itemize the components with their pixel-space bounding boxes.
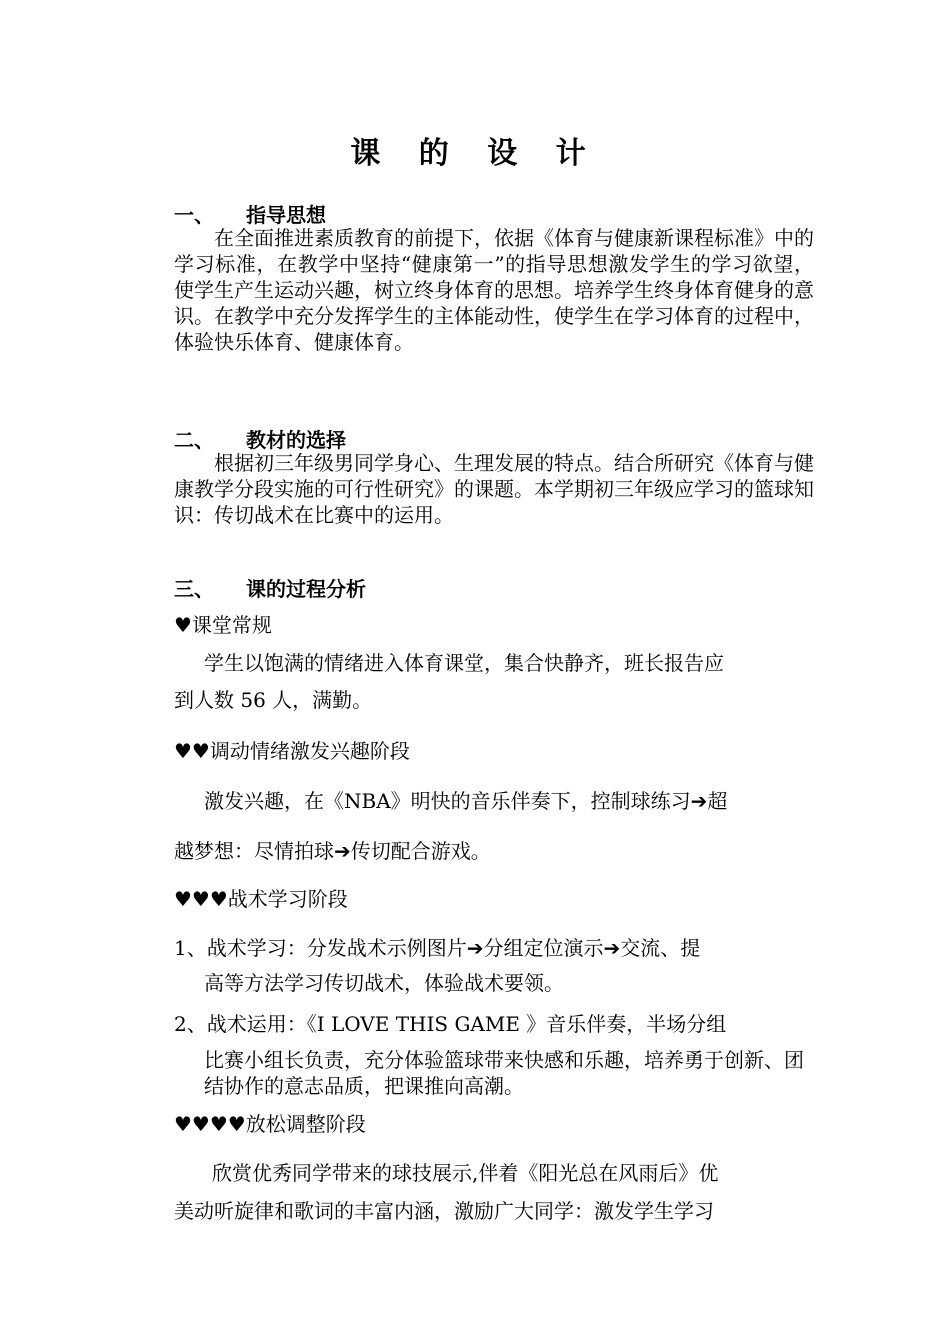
list-item-continuation: 比赛小组长负责，充分体验篮球带来快感和乐趣，培养勇于创新、团结协作的意志品质，把课推向高潮。 <box>204 1048 804 1098</box>
section-heading-text: 教材的选择 <box>246 428 346 452</box>
section-paragraph-material-choice <box>174 450 814 528</box>
section-heading-text: 指导思想 <box>246 203 326 227</box>
stage-text-line: 到人数 56 人，满勤。 <box>174 688 373 712</box>
paragraph-text: 根据初三年级男同学身心、生理发展的特点。结合所研究《体育与健康教学分段实施的可行性研究》的课题。本学期初三年级应学习的篮球知识：传切战术在比赛中的运用。 <box>174 451 814 527</box>
stage-text-line: 激发兴趣，在《NBA》明快的音乐伴奏下，控制球练习➔超 <box>204 789 728 813</box>
paragraph-text: 在全面推进素质教育的前提下，依据《体育与健康新课程标准》中的学习标准，在教学中坚持“健康第一”的指导思想激发学生的学习欲望，使学生产生运动兴趣，树立终身体育的思想。培养学生终身体育健身的意识。在教学中充分发挥学生的主体能动性，使学生在学习体育的过程中，体验快乐体育、健康体育。 <box>174 226 814 354</box>
list-item-line: 1、战术学习：分发战术示例图片➔分组定位演示➔交流、提 <box>174 936 701 960</box>
list-item-line: 2、战术运用：《I LOVE THIS GAME 》音乐伴奏，半场分组 <box>174 1012 727 1036</box>
document-title: 课 的 设 计 <box>350 136 600 171</box>
section-number: 二、 <box>174 428 214 452</box>
section-number: 一、 <box>174 203 214 227</box>
section-number: 三、 <box>174 577 214 601</box>
stage-title-relaxation: ♥♥♥♥放松调整阶段 <box>174 1112 366 1136</box>
stage-text-line: 欣赏优秀同学带来的球技展示,伴着《阳光总在风雨后》优 <box>212 1161 719 1185</box>
list-item-line: 高等方法学习传切战术，体验战术要领。 <box>204 971 564 995</box>
stage-title-motivation: ♥♥调动情绪激发兴趣阶段 <box>174 739 410 763</box>
section-heading-guiding-ideology <box>174 199 326 228</box>
stage-text-line: 美动听旋律和歌词的丰富内涵，激励广大同学：激发学生学习 <box>174 1199 714 1223</box>
stage-title-routine: ♥课堂常规 <box>174 613 272 637</box>
section-heading-text: 课的过程分析 <box>246 577 366 601</box>
stage-title-tactics: ♥♥♥战术学习阶段 <box>174 887 348 911</box>
stage-text-line: 越梦想：尽情拍球➔传切配合游戏。 <box>174 839 491 863</box>
section-heading-process-analysis <box>174 573 366 602</box>
section-paragraph-guiding-ideology <box>174 225 814 355</box>
stage-text-line: 学生以饱满的情绪进入体育课堂，集合快静齐，班长报告应 <box>204 651 724 675</box>
list-item-tactics-application <box>174 1008 814 1099</box>
section-heading-material-choice <box>174 424 346 453</box>
